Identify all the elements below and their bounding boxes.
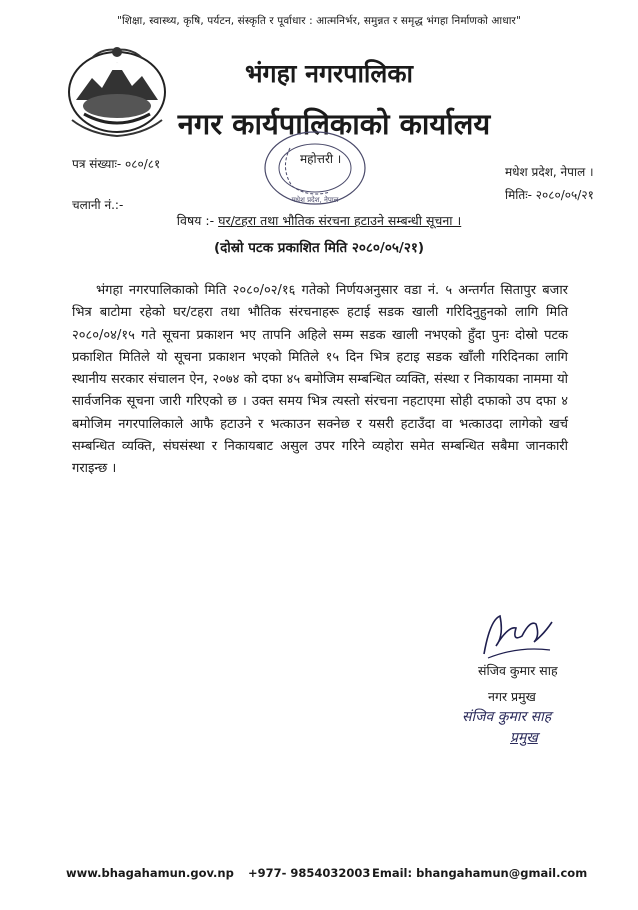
province-label: मधेश प्रदेश, नेपाल । bbox=[505, 165, 594, 179]
footer-website[interactable]: www.bhagahamun.gov.np bbox=[66, 866, 234, 880]
seal-title: प्रमुख bbox=[510, 730, 538, 746]
subject-prefix: विषय :- bbox=[176, 213, 219, 228]
handwritten-signature bbox=[478, 606, 558, 662]
signatory-title: नगर प्रमुख bbox=[488, 689, 536, 704]
dispatch-number: चलानी नं.:- bbox=[72, 198, 124, 212]
reissue-date: (दोस्रो पटक प्रकाशित मिति २०८०/०५/२१) bbox=[213, 240, 425, 256]
office-name: नगर कार्यपालिकाको कार्यालय bbox=[177, 107, 491, 141]
seal-name: संजिव कुमार साह bbox=[462, 709, 552, 725]
footer-email[interactable]: Email: bhangahamun@gmail.com bbox=[372, 866, 588, 880]
date-label: मितिः- २०८०/०५/२१ bbox=[505, 188, 594, 202]
subject-text: घर/टहरा तथा भौतिक संरचना हटाउने सम्बन्धी सूचना । bbox=[218, 213, 462, 228]
motto: "शिक्षा, स्वास्थ्य, कृषि, पर्यटन, संस्कृति र पूर्वाधार : आत्मनिर्भर, समुन्नत र समृद्ध भंगहा निर्माणको आधार" bbox=[117, 15, 521, 27]
municipality-name: भंगहा नगरपालिका bbox=[244, 59, 414, 88]
notice-body: भंगहा नगरपालिकाको मिति २०८०/०२/१६ गतेको निर्णयअनुसार वडा नं. ५ अन्तर्गत सितापुर बजार भित्र बाटोमा रहेको घर/टहरा तथा भौतिक संरचनाहरू हटाई सडक खाली गरिदिनुहुनको लागि मिति २०८०/०४/१५ गते सूचना प्रकाशन भए तापनि अहिले सम्म सडक खाली नभएको हुँदा पुनः दोस्रो पटक प्रकाशित मितिले यो सूचना प्रकाशन भएको मितिले १५ दिन भित्र हटाइ सडक खाँली गरिदिनका लागि स्थानीय सरकार संचालन ऐन, २०७४ को दफा ४५ बमोजिम सम्बन्धित व्यक्ति, संस्था र निकायका नाममा यो सार्वजनिक सूचना जारी गरिएको छ । उक्त समय भित्र त्यस्तो संरचना नहटाएमा सोही दफाको उप दफा ४ बमोजिम नगरपालिकाले आफै हटाउने र भत्काउन सक्नेछ र यसरी हटाउँदा वा भत्काउदा लागेको खर्च सम्बन्धित व्यक्ति, संघसंस्था र निकायबाट असुल उपर गरिने व्यहोरा समेत सम्बन्धित सबैमा जानकारी गराइन्छ । bbox=[72, 283, 568, 477]
signatory-name: संजिव कुमार साह bbox=[478, 663, 558, 678]
district-label: महोत्तरी । bbox=[300, 152, 342, 166]
footer-phone: +977- 9854032003 bbox=[248, 866, 371, 880]
letter-number: पत्र संख्याः- ०८०/८१ bbox=[72, 157, 161, 171]
stamp-text: मधेश प्रदेश, नेपाल bbox=[291, 196, 339, 204]
subject-line bbox=[0, 212, 638, 229]
office-stamp bbox=[260, 128, 370, 208]
